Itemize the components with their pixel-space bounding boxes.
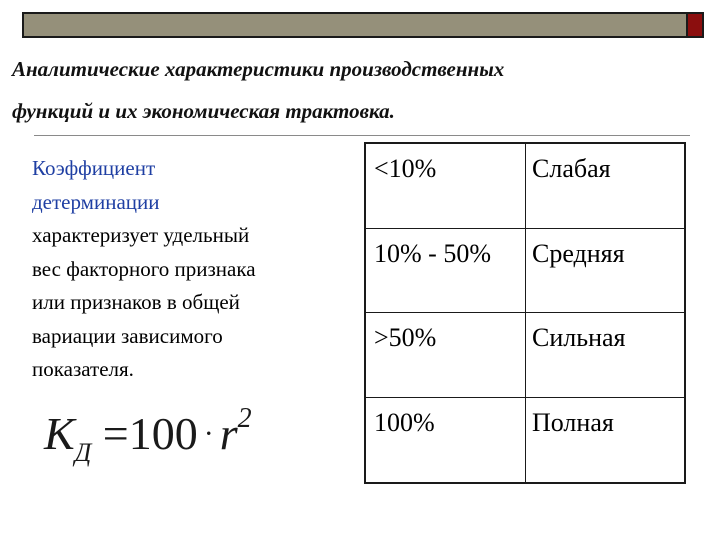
desc-highlight-line: Коэффициент	[32, 156, 156, 180]
desc-line: характеризует удельный	[32, 223, 250, 247]
title-divider	[34, 135, 690, 136]
table-cell-range: 100%	[366, 398, 526, 483]
corner-accent-square	[686, 12, 704, 38]
formula-dot: ·	[203, 417, 214, 450]
strength-table	[364, 142, 686, 484]
desc-highlight-line: детерминации	[32, 189, 160, 214]
formula-coefficient: 100	[128, 408, 198, 459]
desc-line: или признаков в общей	[32, 290, 240, 314]
formula-subscript: Д	[74, 438, 92, 467]
table-cell-label: Полная	[532, 407, 614, 437]
desc-line: вес факторного признака	[32, 256, 256, 281]
desc-line: показателя.	[32, 357, 134, 381]
table-cell-label: Сильная	[526, 313, 684, 398]
table-cell-range: <10%	[366, 144, 526, 229]
title-line-1: Аналитические характеристики производственных	[12, 57, 505, 81]
formula-variable: r	[219, 408, 238, 459]
title-line-2: функций и их экономическая трактовка.	[12, 99, 395, 123]
table-cell-range: 10% - 50%	[366, 229, 526, 314]
determination-formula	[44, 404, 252, 468]
top-decorative-bar	[22, 12, 690, 38]
formula-exponent: 2	[237, 403, 252, 434]
desc-line: вариации зависимого	[32, 323, 223, 348]
formula-symbol: K	[44, 408, 75, 459]
slide-title	[12, 48, 702, 132]
table-cell-label: Средняя	[526, 229, 684, 314]
table-cell-range: >50%	[366, 313, 526, 398]
description-text	[32, 152, 352, 387]
formula-equals: =	[102, 408, 129, 459]
table-cell-label: Слабая	[526, 144, 684, 229]
